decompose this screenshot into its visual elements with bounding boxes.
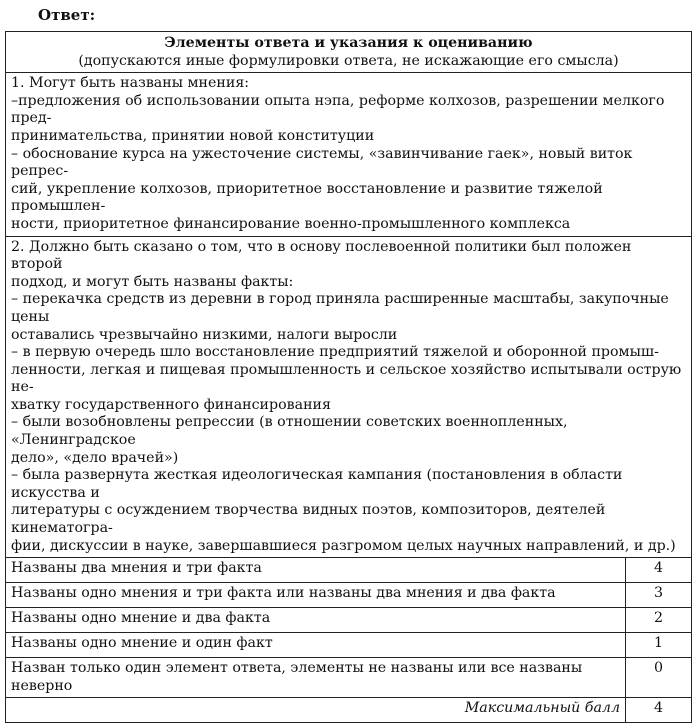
score-points: 4 <box>626 558 692 583</box>
section2-line: – была развернута жесткая идеологическая кампания (постановления в области искусства и <box>11 467 623 501</box>
section2-line: литературы с осуждением творчества видных поэтов, композиторов, деятелей кинематогра- <box>11 502 606 537</box>
answer-label: Ответ: <box>38 6 96 24</box>
header-subtitle: (допускаются иные формулировки ответа, не искажающие его смысла) <box>78 52 619 69</box>
max-score-points: 4 <box>626 698 692 723</box>
score-criterion: Названы два мнения и три факта <box>6 558 626 583</box>
section1-line: сий, укрепление колхозов, приоритетное восстановление и развитие тяжелой промышлен- <box>11 180 603 215</box>
score-row <box>6 658 692 698</box>
score-criterion: Названы одно мнение и один факт <box>6 633 626 658</box>
section2-line: дело», «дело врачей») <box>11 449 179 466</box>
section2-line: – в первую очередь шло восстановление предприятий тяжелой и оборонной промыш- <box>11 344 659 361</box>
section1-line: – обоснование курса на ужесточение системы, «завинчивание гаек», новый виток репрес- <box>11 145 633 180</box>
score-points: 0 <box>626 658 692 698</box>
score-row <box>6 583 692 608</box>
score-criterion: Названы одно мнения и три факта или названы два мнения и два факта <box>6 583 626 608</box>
section1-row <box>6 73 692 236</box>
section2-line: оставались чрезвычайно низкими, налоги выросли <box>11 326 398 343</box>
section1-line: 1. Могут быть названы мнения: <box>11 75 250 92</box>
section2-line: фии, дискуссии в науке, завершавшиеся разгромом целых научных направлений, и др.) <box>11 537 676 554</box>
header-cell <box>6 32 692 73</box>
max-score-row <box>6 698 692 723</box>
score-points: 2 <box>626 608 692 633</box>
section2-line: подход, и могут быть названы факты: <box>11 273 294 290</box>
score-points: 3 <box>626 583 692 608</box>
section2-line: 2. Должно быть сказано о том, что в основу послевоенной политики был положен второй <box>11 238 632 273</box>
section2-line: хватку государственного финансирования <box>11 396 331 413</box>
section1-line: –предложения об использовании опыта нэпа, реформе колхозов, разрешении мелкого пред- <box>11 92 665 127</box>
criteria-table <box>5 31 692 723</box>
section2-line: – были возобновлены репрессии (в отношении советских военнопленных, «Ленинградское <box>11 414 568 449</box>
score-points: 1 <box>626 633 692 658</box>
score-criterion: Названы одно мнение и два факта <box>6 608 626 633</box>
score-row <box>6 608 692 633</box>
max-score-label: Максимальный балл <box>6 698 626 723</box>
section2-row <box>6 236 692 558</box>
section2-cell <box>6 236 692 558</box>
section1-cell <box>6 73 692 236</box>
header-row <box>6 32 692 73</box>
header-title: Элементы ответа и указания к оцениванию <box>164 35 533 51</box>
section2-line: ленности, легкая и пищевая промышленность и сельское хозяйство испытывали острую не- <box>11 361 682 396</box>
score-criterion: Назван только один элемент ответа, элементы не названы или все названы неверно <box>6 658 626 698</box>
section1-line: принимательства, принятии новой конституции <box>11 127 375 144</box>
score-row <box>6 558 692 583</box>
score-row <box>6 633 692 658</box>
section2-line: – перекачка средств из деревни в город приняла расширенные масштабы, закупочные цены <box>11 291 669 325</box>
section1-line: ности, приоритетное финансирование военно-промышленного комплекса <box>11 215 571 232</box>
